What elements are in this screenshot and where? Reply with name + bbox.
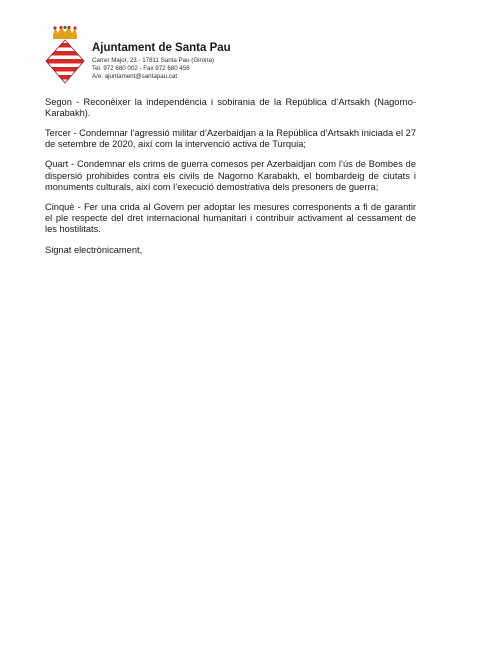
paragraph-cinque: Cinquè - Fer una crida al Govern per adoptar les mesures corresponents a fi de garantir el ple respecte del dret internacional humanitari i contribuir activament al cessament de les hostilitats.	[45, 201, 416, 235]
crest-crown	[53, 26, 77, 39]
paragraph-tercer: Tercer - Condemnar l’agressió militar d’Azerbaidjan a la República d’Artsakh iniciada el 27 de setembre de 2020, així com la intervenció activa de Turquia;	[45, 128, 416, 150]
organization-name: Ajuntament de Santa Pau	[92, 42, 231, 54]
document-body	[45, 97, 416, 265]
letterhead-text	[92, 42, 342, 81]
municipal-crest-icon	[44, 26, 86, 84]
organization-address: Carrer Major, 23 - 17811 Santa Pau (Girona)	[92, 57, 214, 64]
organization-phone-fax: Tel. 972 680 002 - Fax 972 680 456	[92, 65, 190, 72]
paragraph-segon: Segon - Reconèixer la independència i sobirania de la República d’Artsakh (Nagorno-Karabakh).	[45, 97, 416, 119]
paragraph-quart: Quart - Condemnar els crims de guerra comesos per Azerbaidjan com l’ús de Bombes de dispersió prohibides contra els civils de Nagorno Karabakh, el bombardeig de ciutats i monuments culturals, així com l’execució demostrativa dels presoners de guerra;	[45, 159, 416, 192]
organization-email: A/e. ajuntament@santapau.cat	[92, 73, 178, 80]
letterhead	[44, 26, 344, 88]
signature-line: Signat electrònicament,	[45, 245, 143, 256]
